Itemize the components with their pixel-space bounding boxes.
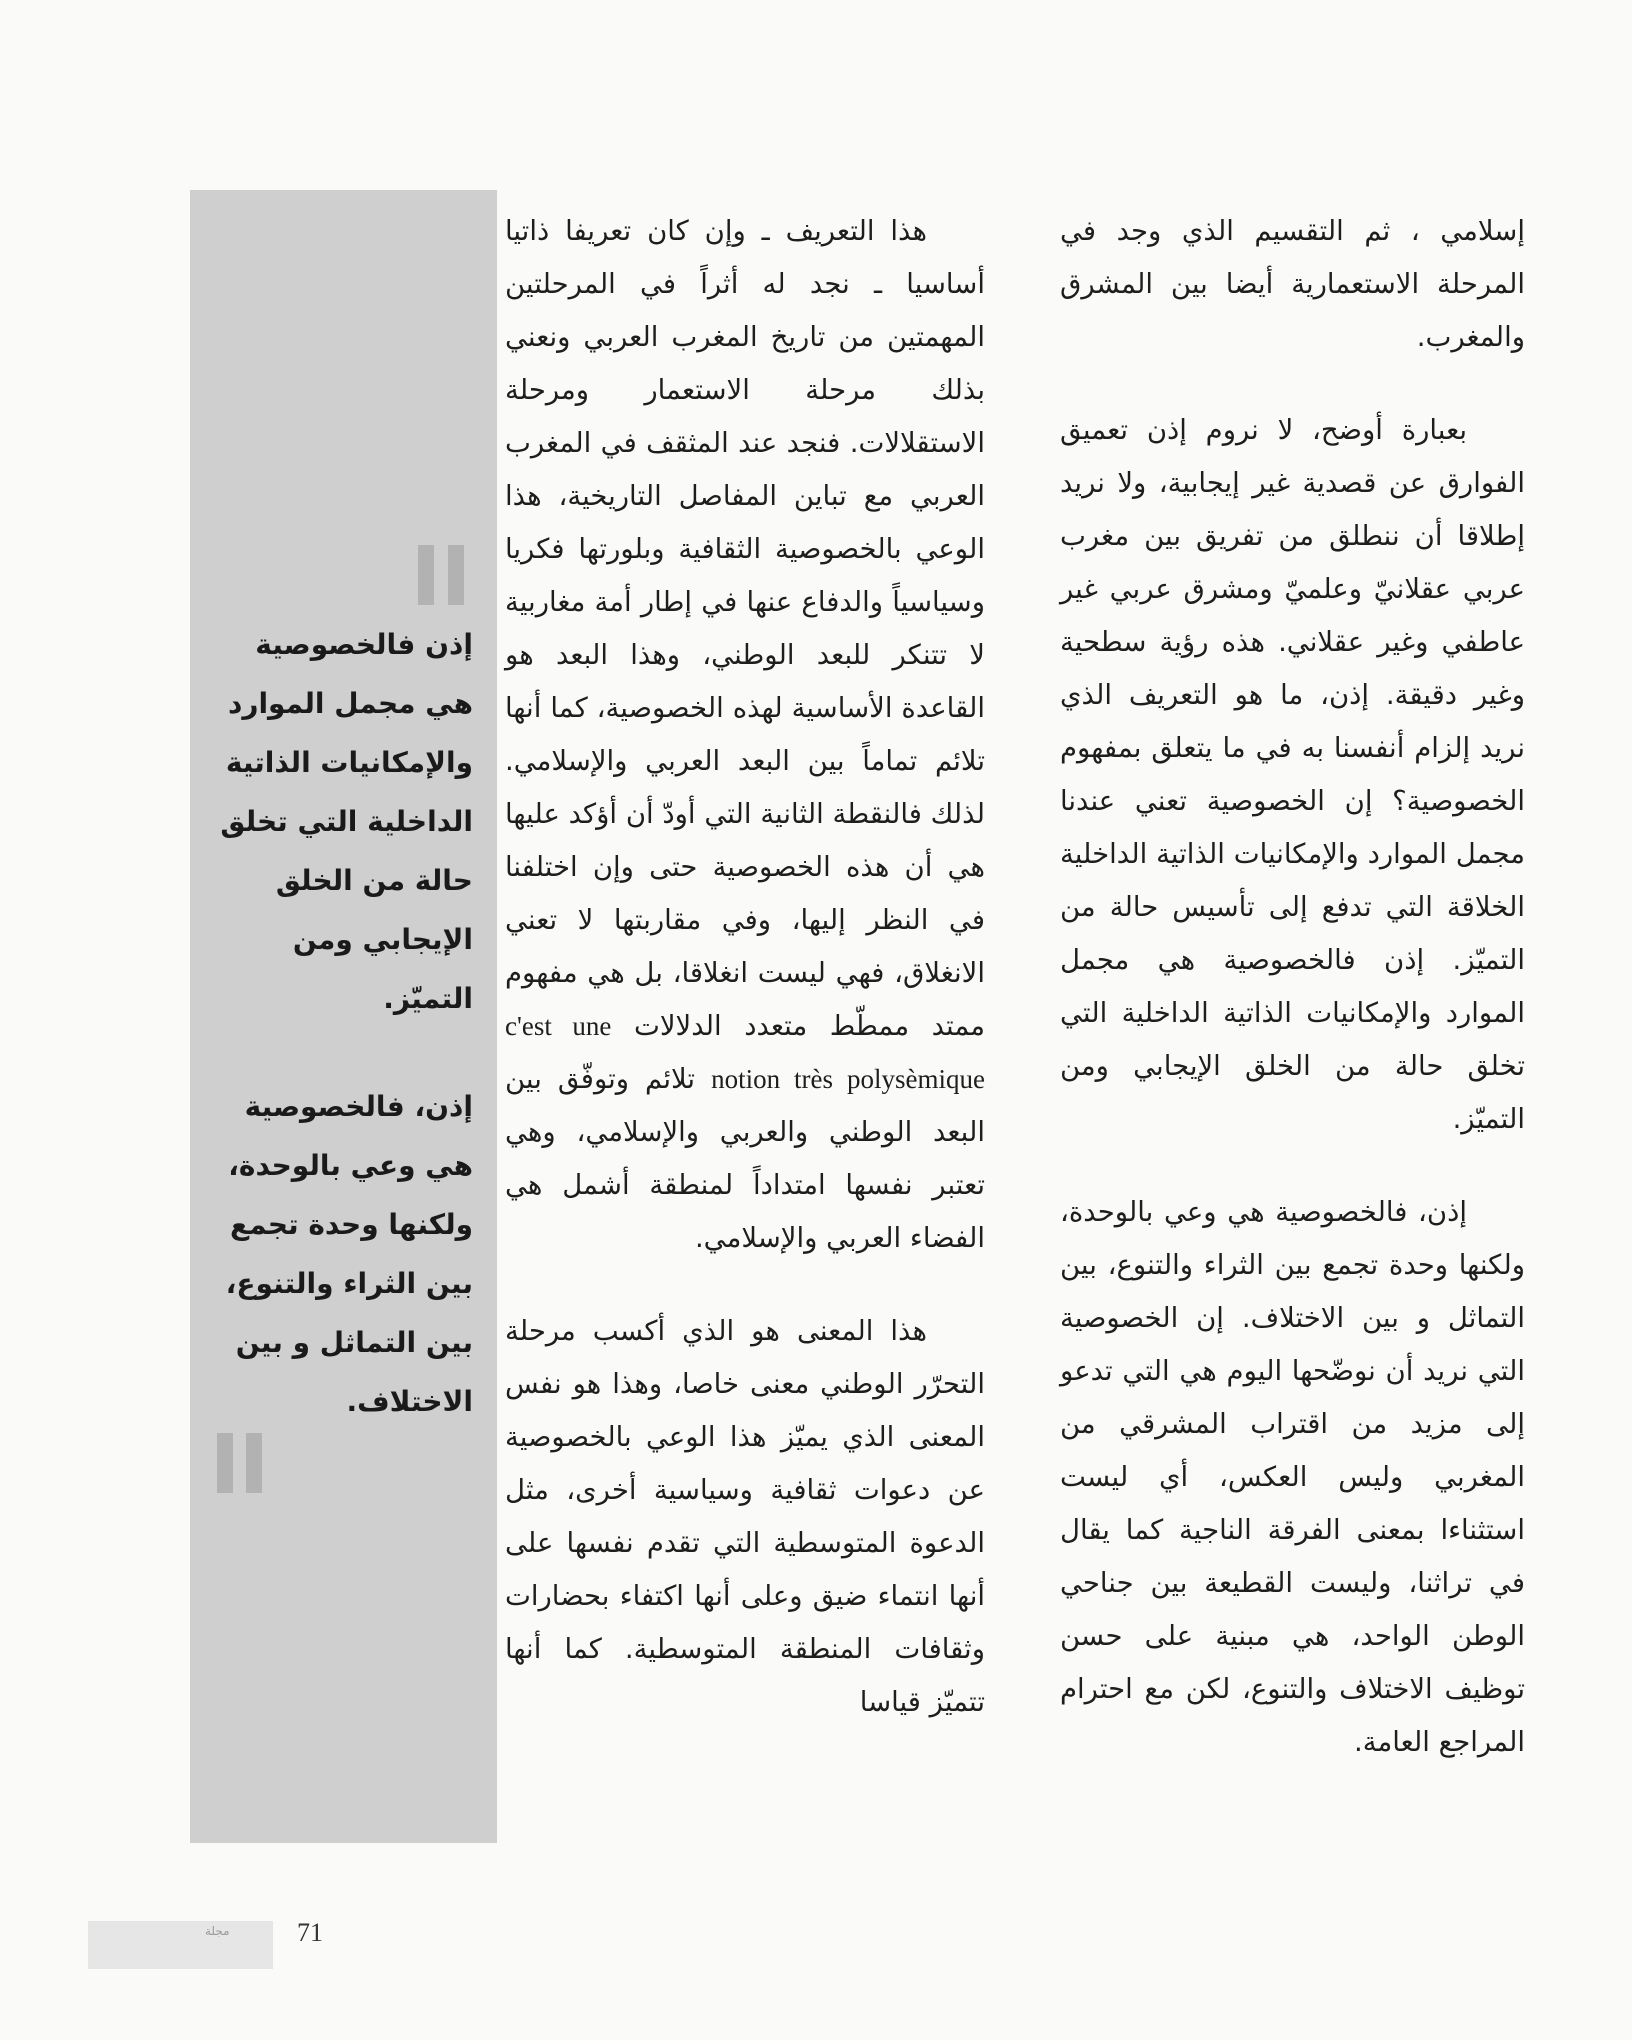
middle-paragraph-2: هذا المعنى هو الذي أكسب مرحلة التحرّر الوطني معنى خاصا، وهذا هو نفس المعنى الذي يميّز هذا الوعي بالخصوصية عن دعوات ثقافية وسياسية أخرى، مثل الدعوة المتوسطية التي تقدم نفسها على أنها انتماء ضيق وعلى أنها اكتفاء بحضارات وثقافات المنطقة المتوسطية. كما أنها تتميّز قياسا [505, 1315, 985, 1718]
quote-mark-bottom-left [217, 1433, 233, 1493]
pull-quote-1: إذن فالخصوصية هي مجمل الموارد والإمكانيات الذاتية الداخلية التي تخلق حالة من الخلق الإيجابي ومن التميّز. [220, 628, 473, 1015]
middle-paragraph-1-end: تلائم وتوفّق بين البعد الوطني والعربي والإسلامي، وهي تعتبر نفسها امتداداً لمنطقة أشمل هي الفضاء العربي والإسلامي. [505, 1063, 985, 1254]
right-paragraph-2: بعبارة أوضح، لا نروم إذن تعميق الفوارق عن قصدية غير إيجابية، ولا نريد إطلاقا أن ننطلق من تفريق بين مغرب عربي عقلانيّ وعلميّ ومشرق عربي غير عاطفي وغير عقلاني. هذه رؤية سطحية وغير دقيقة. إذن، ما هو التعريف الذي نريد إلزام أنفسنا به في ما يتعلق بمفهوم الخصوصية؟ إن الخصوصية تعني عندنا مجمل الموارد والإمكانيات الذاتية الداخلية الخلاقة التي تدفع إلى تأسيس حالة من التميّز. إذن فالخصوصية هي مجمل الموارد والإمكانيات الذاتية الداخلية التي تخلق حالة من الخلق الإيجابي ومن التميّز. [1060, 414, 1525, 1135]
quote-mark-top-left [418, 545, 434, 605]
quote-mark-top-right [448, 545, 464, 605]
pull-quote-2: إذن، فالخصوصية هي وعي بالوحدة، ولكنها وحدة تجمع بين الثراء والتنوع، بين التماثل و بين الاختلاف. [225, 1090, 473, 1418]
page-number: 71 [297, 1918, 323, 1947]
middle-paragraph-1-text: هذا التعريف ـ وإن كان تعريفا ذاتيا أساسيا ـ نجد له أثراً في المرحلتين المهمتين من تاريخ المغرب العربي ونعني بذلك مرحلة الاستعمار ومرحلة الاستقلالات. فنجد عند المثقف في المغرب العربي مع تباين المفاصل التاريخية، هذا الوعي بالخصوصية الثقافية وبلورتها فكريا وسياسياً والدفاع عنها في إطار أمة مغاربية لا تتنكر للبعد الوطني، وهذا البعد هو القاعدة الأساسية لهذه الخصوصية، كما أنها تلائم تماماً بين البعد العربي والإسلامي. لذلك فالنقطة الثانية التي أودّ أن أؤكد عليها هي أن هذه الخصوصية حتى وإن اختلفنا في النظر إليها، وفي مقاربتها لا تعني الانغلاق، فهي ليست انغلاقا، بل هي مفهوم ممتد ممطّط متعدد الدلالات [505, 215, 985, 1042]
right-paragraph-1: إسلامي ، ثم التقسيم الذي وجد في المرحلة الاستعمارية أيضا بين المشرق والمغرب. [1060, 215, 1525, 353]
right-paragraph-3: إذن، فالخصوصية هي وعي بالوحدة، ولكنها وحدة تجمع بين الثراء والتنوع، بين التماثل و بين الاختلاف. إن الخصوصية التي نريد أن نوضّحها اليوم هي التي تدعو إلى مزيد من اقتراب المشرقي من المغربي وليس العكس، أي ليست استثناءا بمعنى الفرقة الناجية كما يقال في تراثنا، وليست القطيعة بين جناحي الوطن الواحد، هي مبنية على حسن توظيف الاختلاف والتنوع، لكن مع احترام المراجع العامة. [1060, 1196, 1525, 1758]
article-column-middle [505, 205, 985, 1729]
middle-paragraph-1 [505, 205, 985, 1265]
french-phrase: c'est une notion très polysèmique [505, 1011, 985, 1094]
footer-logo: مجلة [205, 1924, 230, 1938]
article-column-right [1060, 205, 1525, 1769]
quote-mark-bottom-right [246, 1433, 262, 1493]
footer-banner [88, 1921, 273, 1969]
